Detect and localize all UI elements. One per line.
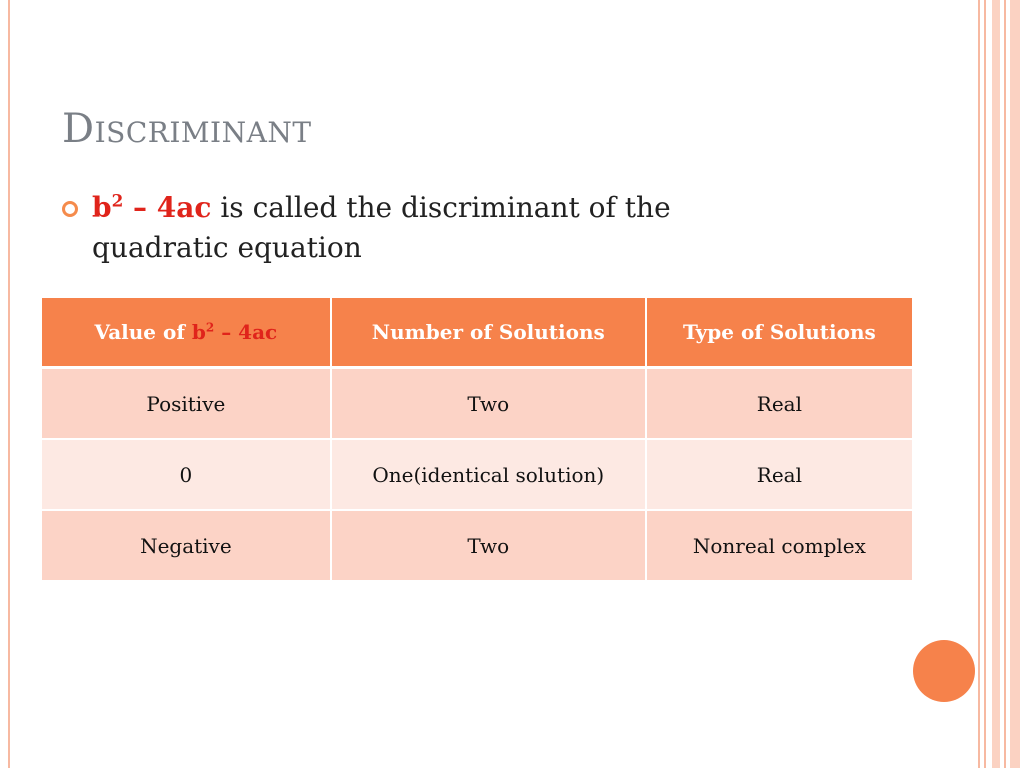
header-type-of-solutions: Type of Solutions [646, 298, 913, 368]
expr-rest: – 4ac [123, 191, 212, 224]
table-cell: Real [646, 368, 913, 440]
table-cell: 0 [42, 439, 331, 510]
header-expr-exponent: 2 [205, 320, 215, 335]
table-cell: Positive [42, 368, 331, 440]
table-row [42, 439, 913, 510]
table-header-row [42, 298, 913, 368]
orange-circle-decoration [913, 640, 975, 702]
header-expr-rest: – 4ac [214, 320, 278, 344]
bullet-text-line1: is called the discriminant of the [211, 191, 671, 224]
header-number-of-solutions: Number of Solutions [331, 298, 646, 368]
table-row [42, 368, 913, 440]
right-decorative-stripes [978, 0, 1024, 768]
table-cell: One(identical solution) [331, 439, 646, 510]
header-prefix: Value of [94, 320, 192, 344]
bullet-text-line2: quadratic equation [92, 231, 362, 264]
header-expression [192, 320, 277, 344]
bullet-text [92, 188, 772, 268]
slide-title: Discriminant [62, 106, 312, 152]
table-row [42, 510, 913, 581]
table-cell: Two [331, 510, 646, 581]
table-cell: Two [331, 368, 646, 440]
table-cell: Nonreal complex [646, 510, 913, 581]
table-cell: Real [646, 439, 913, 510]
discriminant-table [42, 298, 914, 582]
expr-base: b [92, 191, 112, 224]
left-border-line [8, 0, 10, 768]
header-expr-base: b [191, 320, 206, 344]
table-cell: Negative [42, 510, 331, 581]
header-value-of-discriminant [42, 298, 331, 368]
discriminant-expression [92, 191, 211, 224]
expr-exponent: 2 [111, 190, 124, 211]
hollow-circle-bullet-icon [62, 201, 78, 217]
